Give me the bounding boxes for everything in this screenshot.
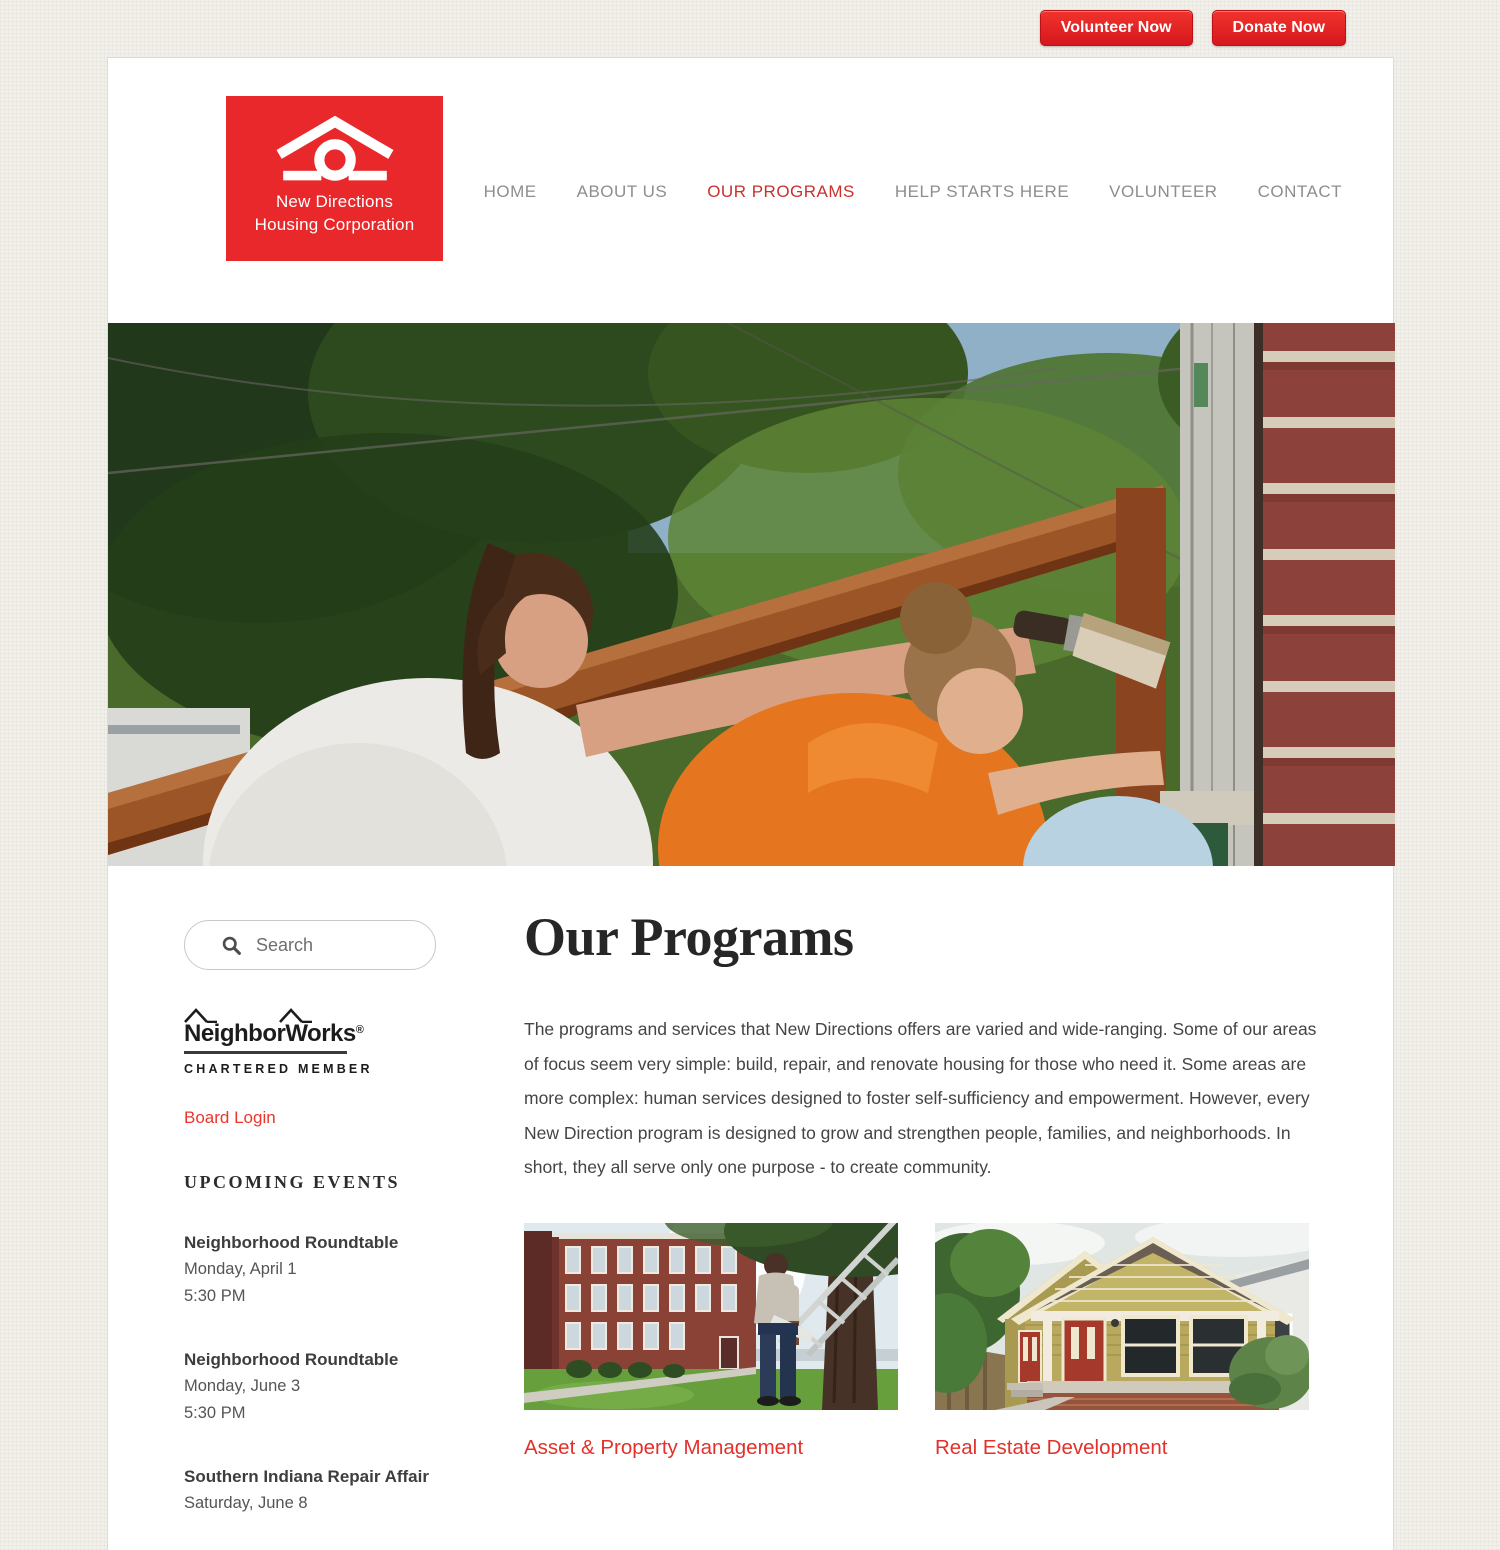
hero-illustration — [108, 323, 1395, 866]
hero-image — [108, 323, 1395, 866]
program-card-asset-property — [524, 1223, 898, 1460]
neighborworks-divider — [184, 1051, 347, 1054]
real-estate-link[interactable]: Real Estate Development — [935, 1435, 1168, 1459]
nav-item-about-us[interactable]: ABOUT US — [576, 182, 668, 201]
search-box[interactable] — [184, 920, 436, 970]
sidebar — [184, 920, 436, 1517]
top-action-bar — [1040, 10, 1346, 46]
event-item — [184, 1346, 436, 1427]
page-container — [107, 57, 1394, 1550]
house-logo-icon — [260, 110, 410, 188]
logo-text-line2: Housing Corporation — [254, 215, 415, 234]
asset-property-link[interactable]: Asset & Property Management — [524, 1435, 804, 1459]
logo-text-line1: New Directions — [275, 192, 394, 211]
upcoming-events-heading: UPCOMING EVENTS — [184, 1172, 401, 1192]
event-item — [184, 1229, 436, 1310]
donate-now-button[interactable]: Donate Now — [1212, 10, 1346, 46]
program-cards — [524, 1223, 1319, 1460]
main-content — [524, 906, 1319, 1460]
nav-item-contact[interactable]: CONTACT — [1257, 182, 1342, 201]
board-login-link[interactable]: Board Login — [184, 1108, 276, 1127]
neighborworks-subtitle: CHARTERED MEMBER — [184, 1062, 373, 1076]
event-date: Monday, April 1 — [184, 1260, 297, 1278]
event-title: Neighborhood Roundtable — [184, 1350, 399, 1369]
event-title: Neighborhood Roundtable — [184, 1233, 399, 1252]
neighborworks-brand: NeighborWorks® — [184, 1020, 364, 1047]
event-time: 5:30 PM — [184, 1404, 246, 1422]
volunteer-now-button[interactable]: Volunteer Now — [1040, 10, 1193, 46]
neighborworks-logo — [184, 1010, 373, 1076]
neighborworks-roof-icon — [184, 1008, 218, 1023]
event-title: Southern Indiana Repair Affair — [184, 1467, 429, 1486]
intro-paragraph: The programs and services that New Directions offers are varied and wide-ranging. Some of our areas of focus seem very simple: build, repair, and renovate housing for those who need it. Some areas are more complex: human services designed to foster self-sufficiency and empowerment. However, every New Direction program is designed to grow and strengthen people, families, and neighborhoods. In short, they all serve only one purpose - to create community. — [524, 1019, 1317, 1177]
event-date: Saturday, June 8 — [184, 1494, 308, 1512]
neighborworks-roof-icon — [279, 1008, 313, 1023]
event-date: Monday, June 3 — [184, 1377, 301, 1395]
asset-property-image[interactable] — [524, 1223, 898, 1410]
site-logo[interactable] — [226, 96, 443, 261]
search-icon — [221, 935, 242, 956]
nav-item-our-programs[interactable]: OUR PROGRAMS — [707, 182, 855, 201]
nav-item-home[interactable]: HOME — [483, 182, 537, 201]
nav-item-help-starts-here[interactable]: HELP STARTS HERE — [894, 182, 1070, 201]
real-estate-illustration — [935, 1223, 1309, 1410]
program-card-real-estate — [935, 1223, 1309, 1460]
search-input[interactable] — [256, 935, 406, 956]
nav-item-volunteer[interactable]: VOLUNTEER — [1109, 182, 1218, 201]
asset-property-illustration — [524, 1223, 898, 1410]
main-nav — [484, 182, 1342, 202]
page-title: Our Programs — [524, 907, 854, 967]
real-estate-image[interactable] — [935, 1223, 1309, 1410]
event-item — [184, 1463, 436, 1517]
event-time: 5:30 PM — [184, 1287, 246, 1305]
